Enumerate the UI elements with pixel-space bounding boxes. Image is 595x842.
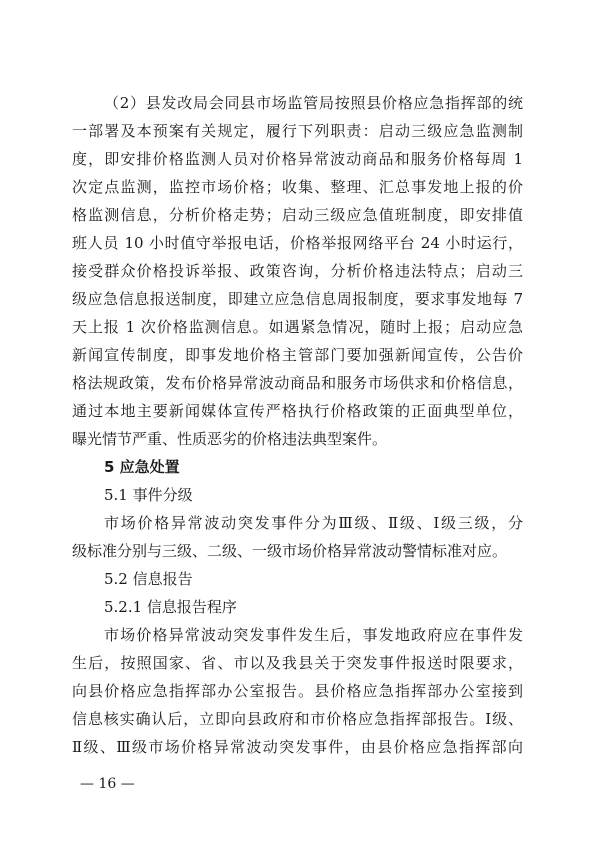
subsection-heading-information-reporting: 5.2 信息报告 xyxy=(104,570,193,588)
text-line: 度，即安排价格监测人员对价格异常波动商品和服务价格每周 1 xyxy=(72,150,523,168)
subsection-heading-event-classification: 5.1 事件分级 xyxy=(104,486,193,504)
section-heading-emergency-response: 5 应急处置 xyxy=(104,458,180,476)
text-line: 曝光情节严重、性质恶劣的价格违法典型案件。 xyxy=(72,430,388,448)
text-line: 次定点监测，监控市场价格；收集、整理、汇总事发地上报的价 xyxy=(72,178,523,196)
text-line: 信息核实确认后，立即向县政府和市价格应急指挥部报告。Ⅰ级、 xyxy=(72,710,523,728)
text-line: 班人员 10 小时值守举报电话，价格举报网络平台 24 小时运行， xyxy=(72,234,523,252)
text-line: 市场价格异常波动突发事件发生后，事发地政府应在事件发 xyxy=(104,626,523,644)
text-line: （2）县发改局会同县市场监管局按照县价格应急指挥部的统 xyxy=(104,94,523,112)
text-line: 级标准分别与三级、二级、一级市场价格异常波动警情标准对应。 xyxy=(72,542,508,560)
text-line: 新闻宣传制度，即事发地价格主管部门要加强新闻宣传，公告价 xyxy=(72,346,523,364)
text-line: 通过本地主要新闻媒体宣传严格执行价格政策的正面典型单位， xyxy=(72,402,523,420)
text-line: 接受群众价格投诉举报、政策咨询，分析价格违法特点；启动三 xyxy=(72,262,523,280)
paragraph-event-classification xyxy=(72,509,523,565)
text-line: 一部署及本预案有关规定，履行下列职责：启动三级应急监测制 xyxy=(72,122,523,140)
paragraph-price-monitoring-duties xyxy=(72,89,523,453)
text-line: 向县价格应急指挥部办公室报告。县价格应急指挥部办公室接到 xyxy=(72,682,523,700)
page-number: — 16 — xyxy=(80,776,135,792)
text-line: 级应急信息报送制度，即建立应急信息周报制度，要求事发地每 7 xyxy=(72,290,523,308)
text-line: 市场价格异常波动突发事件分为Ⅲ级、Ⅱ级、Ⅰ级三级，分 xyxy=(104,514,523,532)
text-line: Ⅱ级、Ⅲ级市场价格异常波动突发事件，由县价格应急指挥部向 xyxy=(72,738,523,756)
text-line: 格法规政策，发布价格异常波动商品和服务市场供求和价格信息， xyxy=(72,374,523,392)
text-line: 生后，按照国家、省、市以及我县关于突发事件报送时限要求， xyxy=(72,654,523,672)
subsection-heading-reporting-procedure: 5.2.1 信息报告程序 xyxy=(104,598,237,616)
text-line: 天上报 1 次价格监测信息。如遇紧急情况，随时上报；启动应急 xyxy=(72,318,523,336)
text-line: 格监测信息，分析价格走势；启动三级应急值班制度，即安排值 xyxy=(72,206,523,224)
paragraph-reporting-procedure xyxy=(72,621,523,761)
